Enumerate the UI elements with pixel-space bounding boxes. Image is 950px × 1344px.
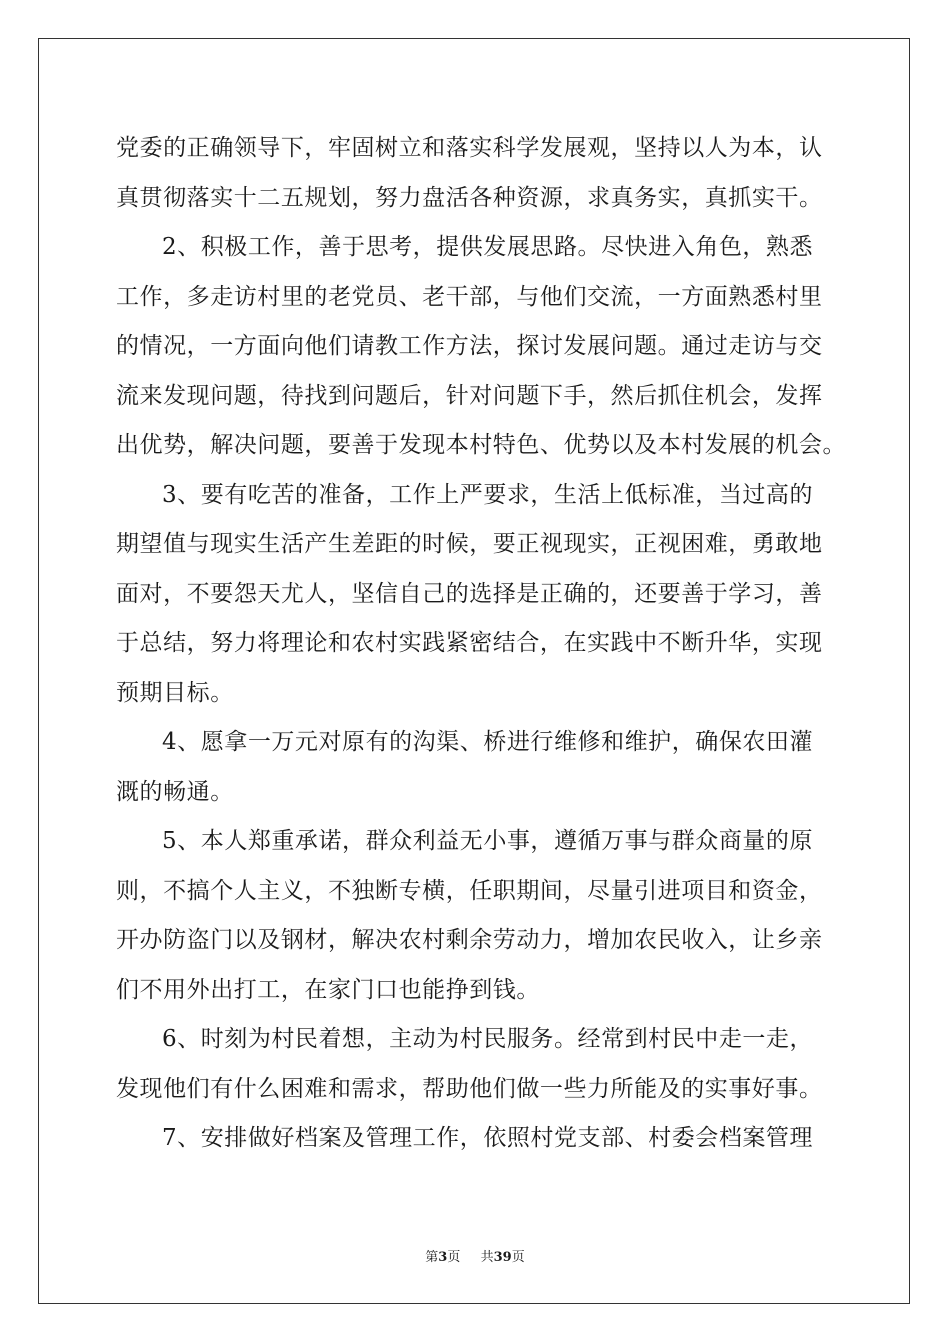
text-line: 流来发现问题，待找到问题后，针对问题下手，然后抓住机会，发挥 xyxy=(116,382,823,409)
total-prefix: 共 xyxy=(480,1250,494,1265)
text-line: 期望值与现实生活产生差距的时候，要正视现实，正视困难，勇敢地 xyxy=(116,531,823,557)
page-footer xyxy=(0,1246,950,1265)
text-line: 4、愿拿一万元对原有的沟渠、桥进行维修和维护，确保农田灌 xyxy=(162,729,814,755)
text-line: 们不用外出打工，在家门口也能挣到钱。 xyxy=(116,976,540,1003)
document-body xyxy=(116,124,851,1164)
page-number: 3 xyxy=(438,1250,448,1265)
text-line: 工作，多走访村里的老党员、老干部，与他们交流，一方面熟悉村里 xyxy=(116,283,823,310)
total-suffix: 页 xyxy=(511,1250,525,1265)
text-line: 则，不搞个人主义，不独断专横，任职期间，尽量引进项目和资金， xyxy=(116,877,823,904)
text-line: 7、安排做好档案及管理工作，依照村党支部、村委会档案管理 xyxy=(162,1125,814,1151)
total-label xyxy=(481,1246,525,1265)
text-line: 党委的正确领导下，牢固树立和落实科学发展观，坚持以人为本，认 xyxy=(116,135,823,161)
text-line: 5、本人郑重承诺，群众利益无小事，遵循万事与群众商量的原 xyxy=(162,828,814,854)
text-line: 2、积极工作，善于思考，提供发展思路。尽快进入角色，熟悉 xyxy=(162,234,814,260)
page-prefix: 第 xyxy=(425,1250,439,1265)
text-line: 发现他们有什么困难和需求，帮助他们做一些力所能及的实事好事。 xyxy=(116,1075,823,1102)
text-line: 的情况，一方面向他们请教工作方法，探讨发展问题。通过走访与交 xyxy=(116,333,823,359)
page-label xyxy=(425,1246,460,1265)
text-line: 真贯彻落实十二五规划，努力盘活各种资源，求真务实，真抓实干。 xyxy=(116,184,823,211)
text-line: 3、要有吃苦的准备，工作上严要求，生活上低标准，当过高的 xyxy=(162,481,814,508)
text-line: 6、时刻为村民着想，主动为村民服务。经常到村民中走一走， xyxy=(162,1026,814,1052)
total-pages: 39 xyxy=(493,1250,512,1265)
text-line: 溉的畅通。 xyxy=(116,778,234,805)
text-line: 出优势，解决问题，要善于发现本村特色、优势以及本村发展的机会。 xyxy=(116,432,847,458)
page-suffix: 页 xyxy=(447,1250,461,1265)
text-line: 开办防盗门以及钢材，解决农村剩余劳动力，增加农民收入，让乡亲 xyxy=(116,927,823,953)
text-line: 于总结，努力将理论和农村实践紧密结合，在实践中不断升华，实现 xyxy=(116,630,823,656)
text-line: 预期目标。 xyxy=(116,679,234,706)
text-line: 面对，不要怨天尤人，坚信自己的选择是正确的，还要善于学习，善 xyxy=(116,580,823,607)
